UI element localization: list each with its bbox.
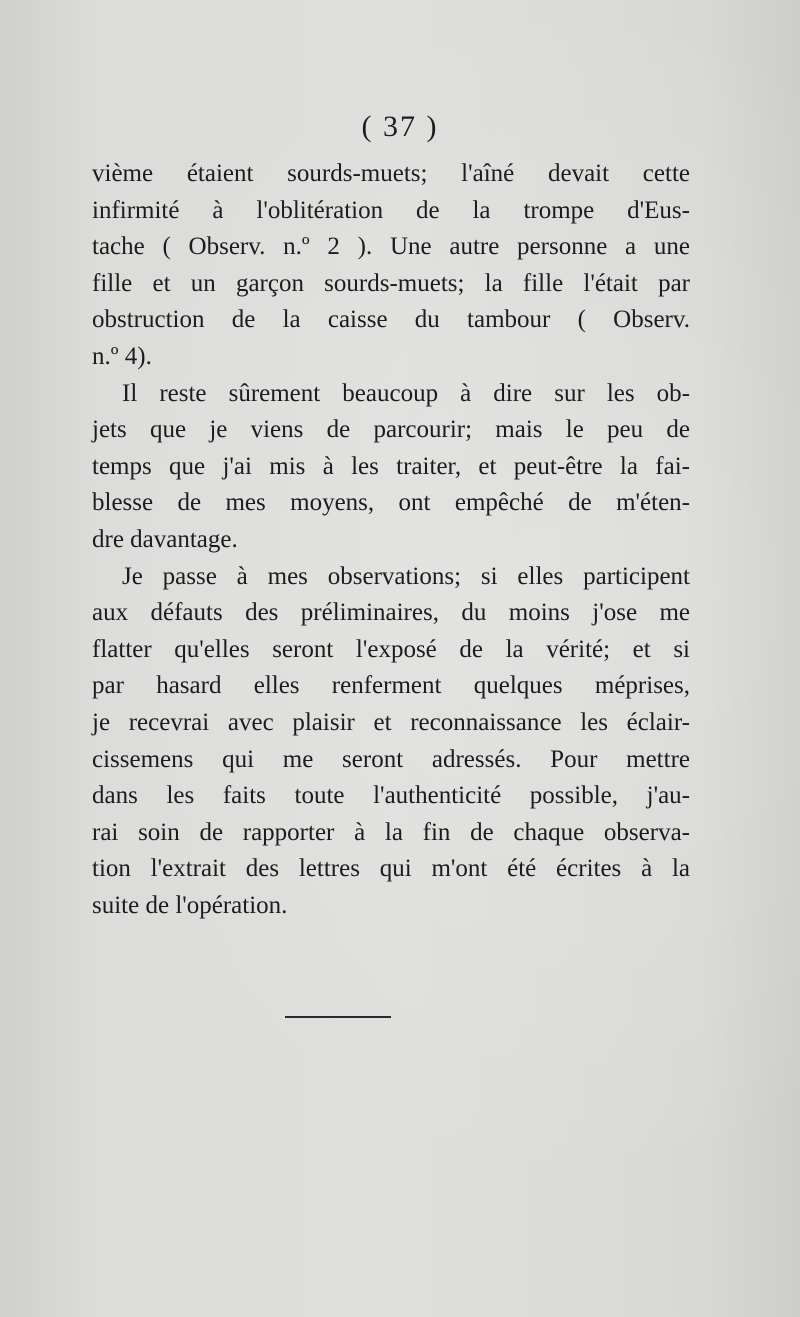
text-line: je recevrai avec plaisir et reconnaissance les éclair- [92,708,690,736]
text-line: rai soin de rapporter à la fin de chaque observa- [92,818,690,846]
text-line: dans les faits toute l'authenticité possible, j'au- [92,782,690,810]
text-line: suite de l'opération. [92,891,288,919]
section-divider [285,1016,391,1018]
text-line: tion l'extrait des lettres qui m'ont été écrites à la [92,855,690,883]
body-text [92,156,690,924]
text-line: infirmité à l'oblitération de la trompe d'Eus- [92,196,690,224]
text-line: blesse de mes moyens, ont empêché de m'éten- [92,489,690,517]
text-line: fille et un garçon sourds-muets; la fille l'était par [92,269,690,297]
text-line: tache ( Observ. n.º 2 ). Une autre personne a une [92,233,690,261]
text-line: vième étaient sourds-muets; l'aîné devait cette [92,160,690,187]
page-number: ( 37 ) [361,110,439,143]
text-line: n.º 4). [92,342,152,370]
paragraph-first-line: Il reste sûrement beaucoup à dire sur les ob- [122,379,690,407]
text-line: jets que je viens de parcourir; mais le peu de [92,416,690,444]
text-line: obstruction de la caisse du tambour ( Observ. [92,306,690,334]
text-line: temps que j'ai mis à les traiter, et peut-être la fai- [92,452,690,480]
text-line: par hasard elles renferment quelques méprises, [92,672,690,700]
text-line: aux défauts des préliminaires, du moins j'ose me [92,599,690,627]
text-line: dre davantage. [92,525,238,553]
text-line: flatter qu'elles seront l'exposé de la vérité; et si [92,635,690,663]
text-line: cissemens qui me seront adressés. Pour mettre [92,745,690,773]
paragraph-first-line: Je passe à mes observations; si elles participent [122,562,690,590]
